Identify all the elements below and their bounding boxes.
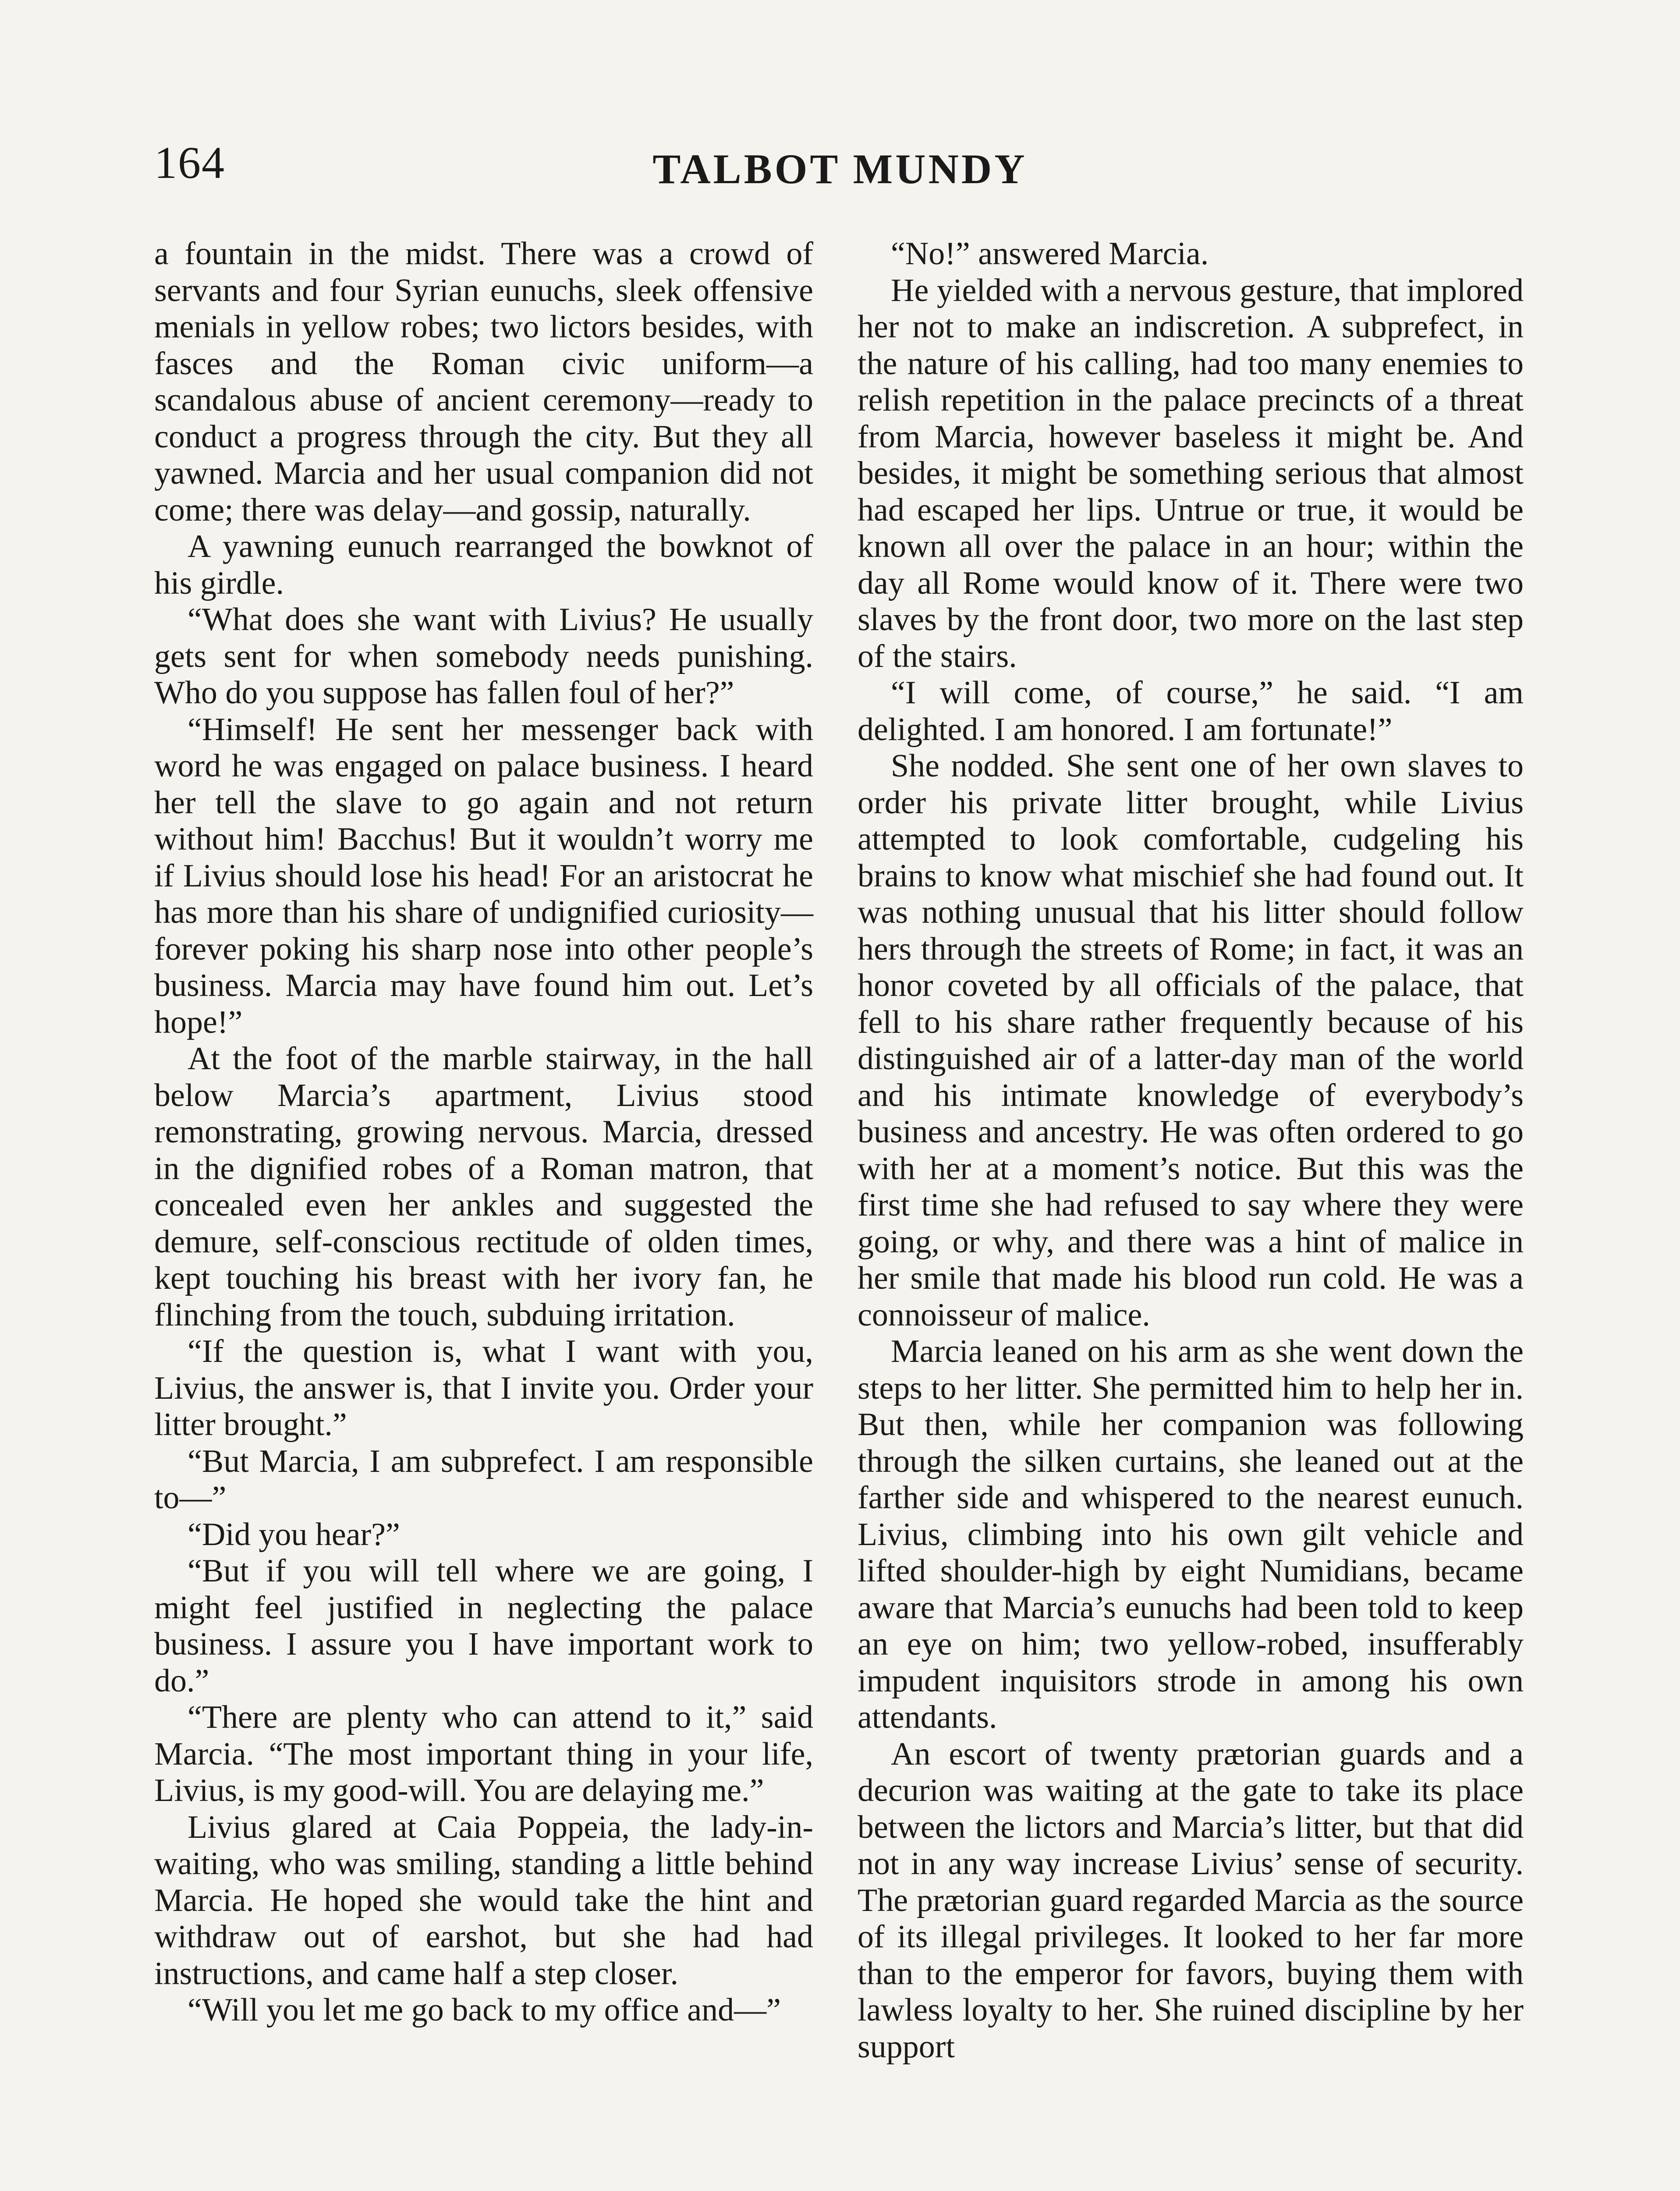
right-column	[858, 236, 1524, 2065]
paragraph: He yielded with a nervous gesture, that implored her not to make an indiscretion. A subprefect, in the nature of his calling, had too many enemies to relish repetition in the palace precincts of a threat from Marcia, however baseless it might be. And besides, it might be something serious that almost had escaped her lips. Untrue or true, it would be known all over the palace in an hour; within the day all Rome would know of it. There were two slaves by the front door, two more on the last step of the stairs.	[858, 272, 1524, 674]
paragraph: “But Marcia, I am subprefect. I am responsible to—”	[154, 1443, 813, 1516]
paragraph: “Himself! He sent her messenger back with word he was engaged on palace business. I heard her tell the slave to go again and not return without him! Bacchus! But it wouldn’t worry me if Livius should lose his head! For an aristocrat he has more than his share of undignified curiosity—forever poking his sharp nose into other people’s business. Marcia may have found him out. Let’s hope!”	[154, 711, 813, 1040]
paragraph: “Will you let me go back to my office and—”	[188, 1992, 781, 2028]
paragraph: a fountain in the midst. There was a crowd of servants and four Syrian eunuchs, sleek offensive menials in yellow robes; two lictors besides, with fasces and the Roman civic uniform—a scandalous abuse of ancient ceremony—ready to conduct a progress through the city. But they all yawned. Marcia and her usual companion did not come; there was delay—and gossip, naturally.	[154, 236, 813, 528]
running-title: TALBOT MUNDY	[652, 145, 1028, 192]
paragraph: “Did you hear?”	[188, 1516, 400, 1553]
paragraph: “I will come, of course,” he said. “I am delighted. I am honored. I am fortunate!”	[858, 675, 1524, 748]
paragraph: An escort of twenty prætorian guards and a decurion was waiting at the gate to take its place between the lictors and Marcia’s litter, but that did not in any way increase Livius’ sense of security. The prætorian guard regarded Marcia as the source of its illegal privileges. It looked to her far more than to the emperor for favors, buying them with lawless loyalty to her. She ruined discipline by her support	[858, 1736, 1524, 2065]
paragraph: Livius glared at Caia Poppeia, the lady-in-waiting, who was smiling, standing a little behind Marcia. He hoped she would take the hint and withdraw out of earshot, but she had had instructions, and came half a step closer.	[154, 1809, 813, 1992]
paragraph: “What does she want with Livius? He usually gets sent for when somebody needs punishing. Who do you suppose has fallen foul of her?”	[154, 602, 813, 711]
paragraph: “There are plenty who can attend to it,” said Marcia. “The most important thing in your life, Livius, is my good-will. You are delaying me.”	[154, 1699, 813, 1808]
paragraph: “No!” answered Marcia.	[891, 236, 1209, 272]
left-column	[154, 236, 813, 2029]
paragraph: Marcia leaned on his arm as she went down the steps to her litter. She permitted him to help her in. But then, while her companion was following through the silken curtains, she leaned out at the farther side and whispered to the nearest eunuch. Livius, climbing into his own gilt vehicle and lifted shoulder-high by eight Numidians, became aware that Marcia’s eunuchs had been told to keep an eye on him; two yellow-robed, insufferably impudent inquisitors strode in among his own attendants.	[858, 1333, 1524, 1735]
paragraph: At the foot of the marble stairway, in the hall below Marcia’s apartment, Livius stood remonstrating, growing nervous. Marcia, dressed in the dignified robes of a Roman matron, that concealed even her ankles and suggested the demure, self-conscious rectitude of olden times, kept touching his breast with her ivory fan, he flinching from the touch, subduing irritation.	[154, 1041, 813, 1333]
paragraph: “If the question is, what I want with you, Livius, the answer is, that I invite you. Order your litter brought.”	[154, 1333, 813, 1443]
paragraph: “But if you will tell where we are going, I might feel justified in neglecting the palace business. I assure you I have important work to do.”	[154, 1553, 813, 1699]
paragraph: A yawning eunuch rearranged the bowknot of his girdle.	[154, 528, 813, 601]
page-number: 164	[154, 138, 225, 188]
paragraph: She nodded. She sent one of her own slaves to order his private litter brought, while Livius attempted to look comfortable, cudgeling his brains to know what mischief she had found out. It was nothing unusual that his litter should follow hers through the streets of Rome; in fact, it was an honor coveted by all officials of the palace, that fell to his share rather frequently because of his distinguished air of a latter-day man of the world and his intimate knowledge of everybody’s business and ancestry. He was often ordered to go with her at a moment’s notice. But this was the first time she had refused to say where they were going, or why, and there was a hint of malice in her smile that made his blood run cold. He was a connoisseur of malice.	[858, 748, 1524, 1333]
